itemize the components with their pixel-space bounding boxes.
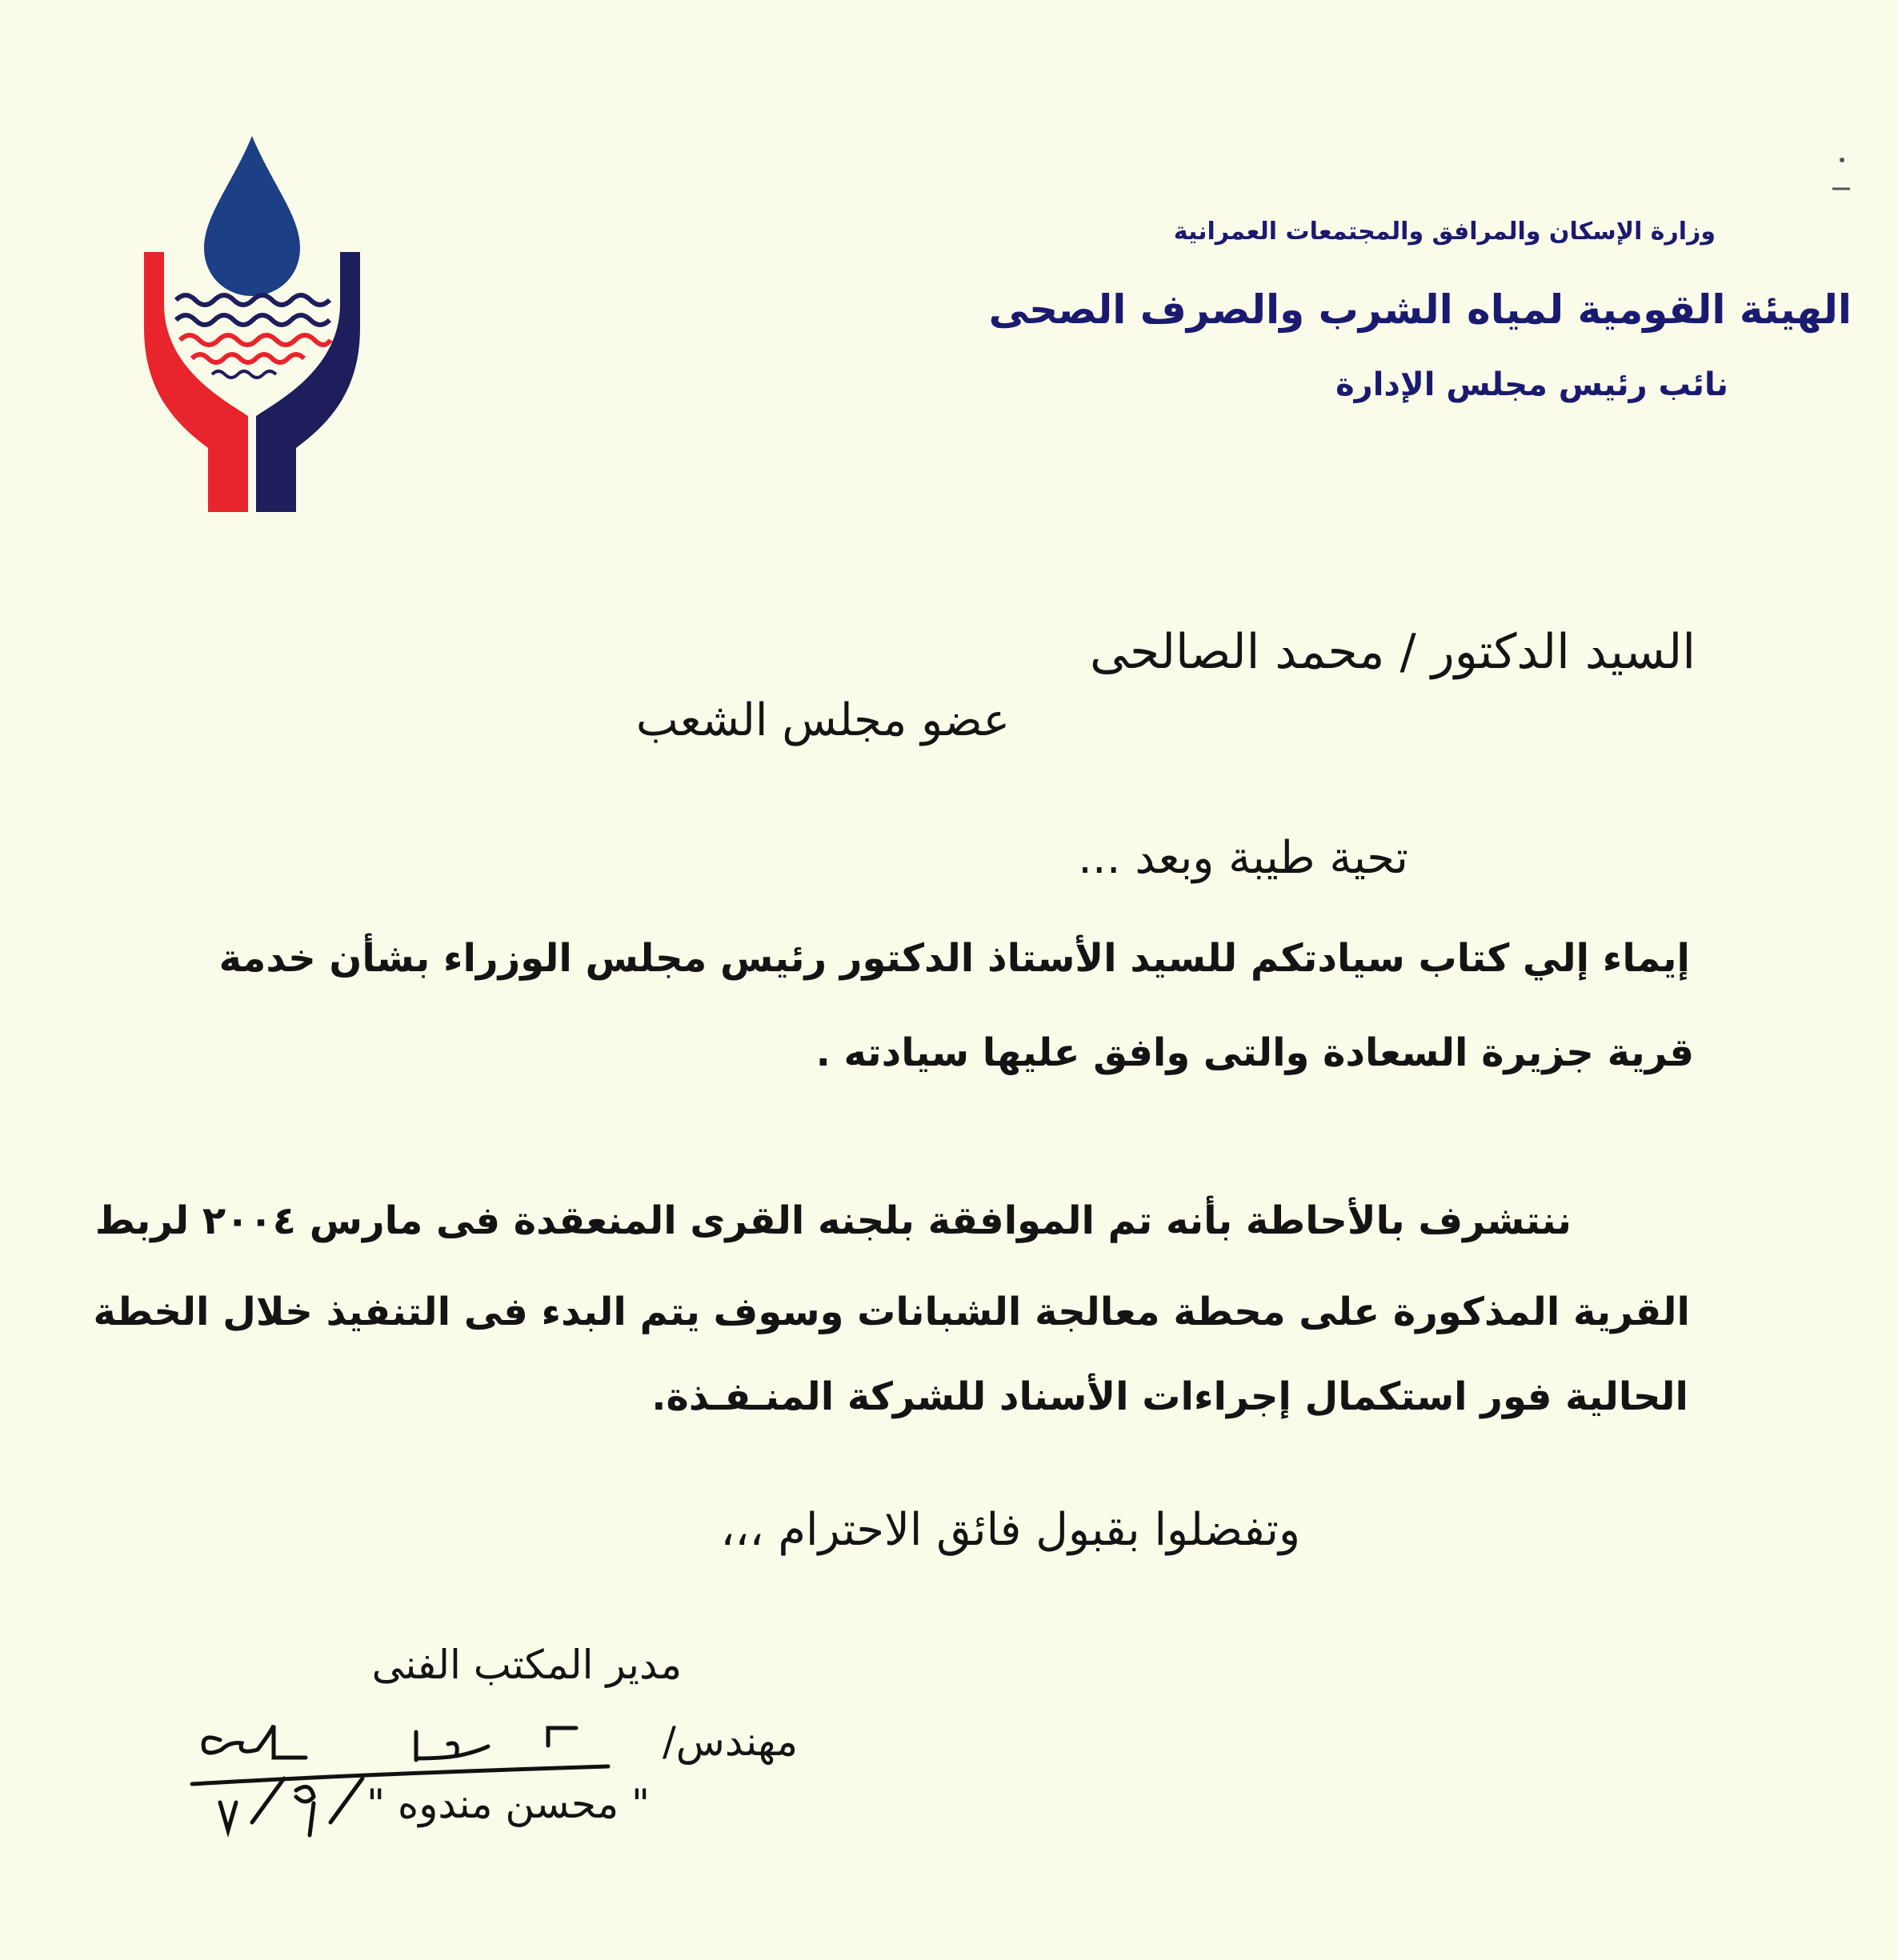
waves-icon: [176, 295, 330, 378]
body-paragraph1-line2: قرية جزيرة السعادة والتى وافق عليها سيادته .: [815, 1030, 1694, 1075]
addressee-name: السيد الدكتور / محمد الصالحى: [1089, 624, 1696, 680]
ministry-name: وزارة الإسكان والمرافق والمجتمعات العمرانية: [1173, 218, 1716, 246]
addressee-title: عضو مجلس الشعب: [635, 694, 1010, 746]
signatory-name: " محسن مندوه ": [366, 1781, 650, 1827]
body-paragraph1-line1: إيماء إلي كتاب سيادتكم للسيد الأستاذ الدكتور رئيس مجلس الوزراء بشأن خدمة: [218, 936, 1690, 981]
handwritten-date: [204, 1774, 388, 1842]
body-paragraph2-line3: الحالية فور استكمال إجراءات الأسناد للشركة المنـفـذة.: [651, 1374, 1688, 1419]
water-drop-hands-logo: [128, 128, 376, 520]
closing-line: وتفضلوا بقبول فائق الاحترام ،،،: [720, 1504, 1300, 1556]
water-drop-icon: [204, 136, 300, 296]
signatory-title: مدير المكتب الفنى: [371, 1642, 682, 1688]
scan-mark: [1826, 150, 1858, 198]
body-paragraph2-line1: ننتشرف بالأحاطة بأنه تم الموافقة بلجنه القرى المنعقدة فى مارس ٢٠٠٤ لربط: [94, 1198, 1572, 1243]
body-paragraph2-line2: القرية المذكورة على محطة معالجة الشبانات وسوف يتم البدء فى التنفيذ خلال الخطة: [93, 1290, 1690, 1334]
authority-name: الهيئة القومية لمياه الشرب والصرف الصحى: [988, 286, 1852, 333]
office-title: نائب رئيس مجلس الإدارة: [1335, 366, 1728, 403]
greeting: تحية طيبة وبعد ...: [1078, 832, 1408, 884]
engineer-label: مهندس/: [662, 1718, 798, 1765]
